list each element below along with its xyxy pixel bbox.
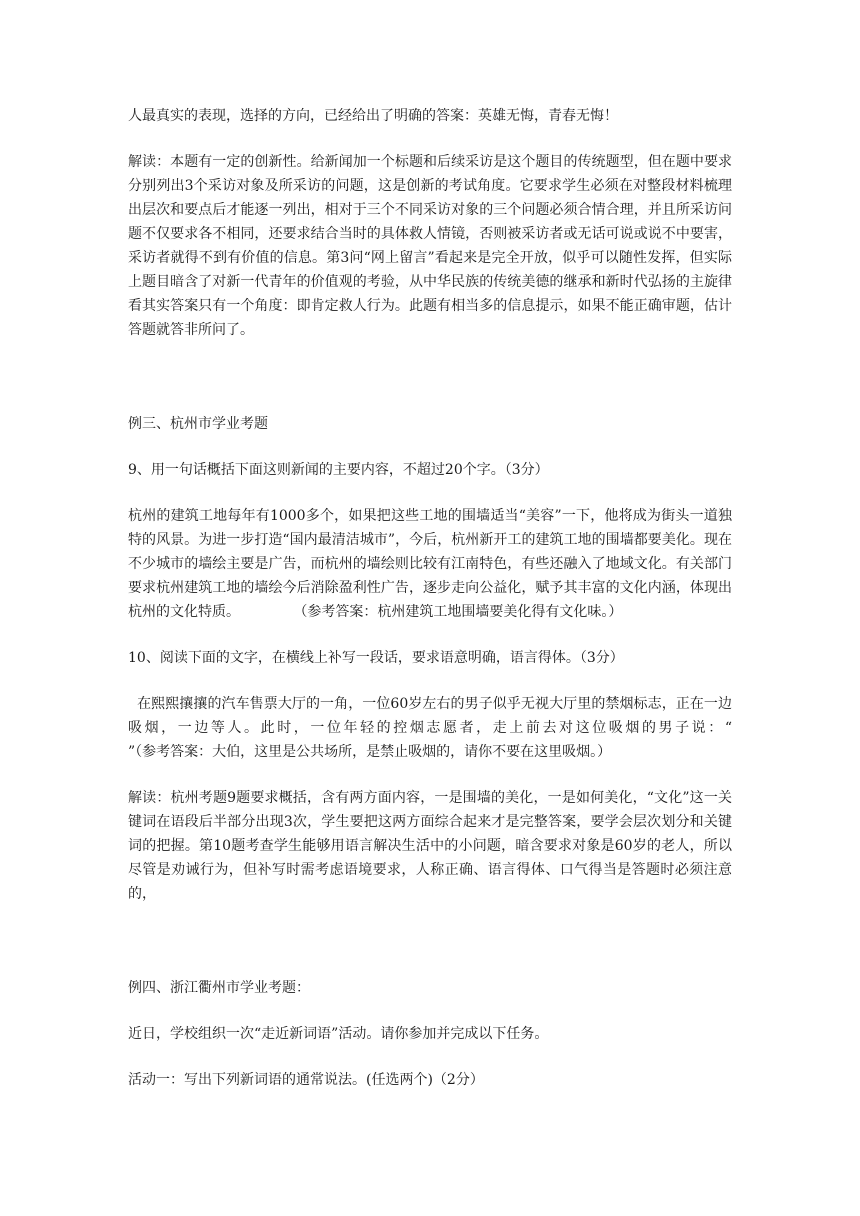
question-9: 9、用一句话概括下面这则新闻的主要内容，不超过20个字。（3分） <box>128 462 549 478</box>
paragraph-answer-ending: 人最真实的表现，选择的方向，已经给出了明确的答案：英雄无悔，青春无悔！ <box>128 108 618 124</box>
activity-one: 活动一：写出下列新词语的通常说法。(任选两个)（2分） <box>128 1072 484 1088</box>
heading-example-4: 例四、浙江衢州市学业考题： <box>128 980 310 996</box>
news-passage: 杭州的建筑工地每年有1000多个，如果把这些工地的围墙适当“美容”一下，他将成为街头一道独特的风景。为进一步打造“国内最清洁城市”，今后，杭州新开工的建筑工地的围墙都要美化。现在不少城市的墙绘主要是广告，而杭州的墙绘则比较有江南特色，有些还融入了地域文化。有关部门要求杭州建筑工地的墙绘今后消除盈利性广告，逐步走向公益化，赋予其丰富的文化内涵，体现出杭州的文化特质。 （参考答案：杭州建筑工地围墙要美化得有文化味。） <box>128 508 732 620</box>
heading-example-3: 例三、杭州市学业考题 <box>128 416 268 432</box>
document-page <box>128 104 804 1092</box>
activity-intro: 近日，学校组织一次“走近新词语”活动。请你参加并完成以下任务。 <box>128 1026 549 1042</box>
smoking-passage: 在熙熙攘攘的汽车售票大厅的一角，一位60岁左右的男子似乎无视大厅里的禁烟标志，正在一边吸烟，一边等人。此时，一位年轻的控烟志愿者，走上前去对这位吸烟的男子说：“ ”（参考答案：大伯，这里是公共场所，是禁止吸烟的，请你不要在这里吸烟。） <box>128 696 804 760</box>
paragraph-analysis-2: 解读：杭州考题9题要求概括，含有两方面内容，一是围墙的美化，一是如何美化，“文化”这一关键词在语段后半部分出现3次，学生要把这两方面综合起来才是完整答案，要学会层次划分和关键词的把握。第10题考查学生能够用语言解决生活中的小问题，暗含要求对象是60岁的老人，所以尽管是劝诫行为，但补写时需考虑语境要求，人称正确、语言得体、口气得当是答题时必须注意的， <box>128 790 732 902</box>
paragraph-analysis-1: 解读：本题有一定的创新性。给新闻加一个标题和后续采访是这个题目的传统题型，但在题中要求分别列出3个采访对象及所采访的问题，这是创新的考试角度。它要求学生必须在对整段材料梳理出层次和要点后才能逐一列出，相对于三个不同采访对象的三个问题必须合情合理，并且所采访问题不仅要求各不相同，还要求结合当时的具体救人情镜，否则被采访者或无话可说或说不中要害，采访者就得不到有价值的信息。第3问“网上留言”看起来是完全开放，似乎可以随性发挥，但实际上题目暗含了对新一代青年的价值观的考验，从中华民族的传统美德的继承和新时代弘扬的主旋律看其实答案只有一个角度：即肯定救人行为。此题有相当多的信息提示，如果不能正确审题，估计答题就答非所问了。 <box>128 154 732 338</box>
question-10: 10、阅读下面的文字，在横线上补写一段话，要求语意明确，语言得体。（3分） <box>128 650 624 666</box>
